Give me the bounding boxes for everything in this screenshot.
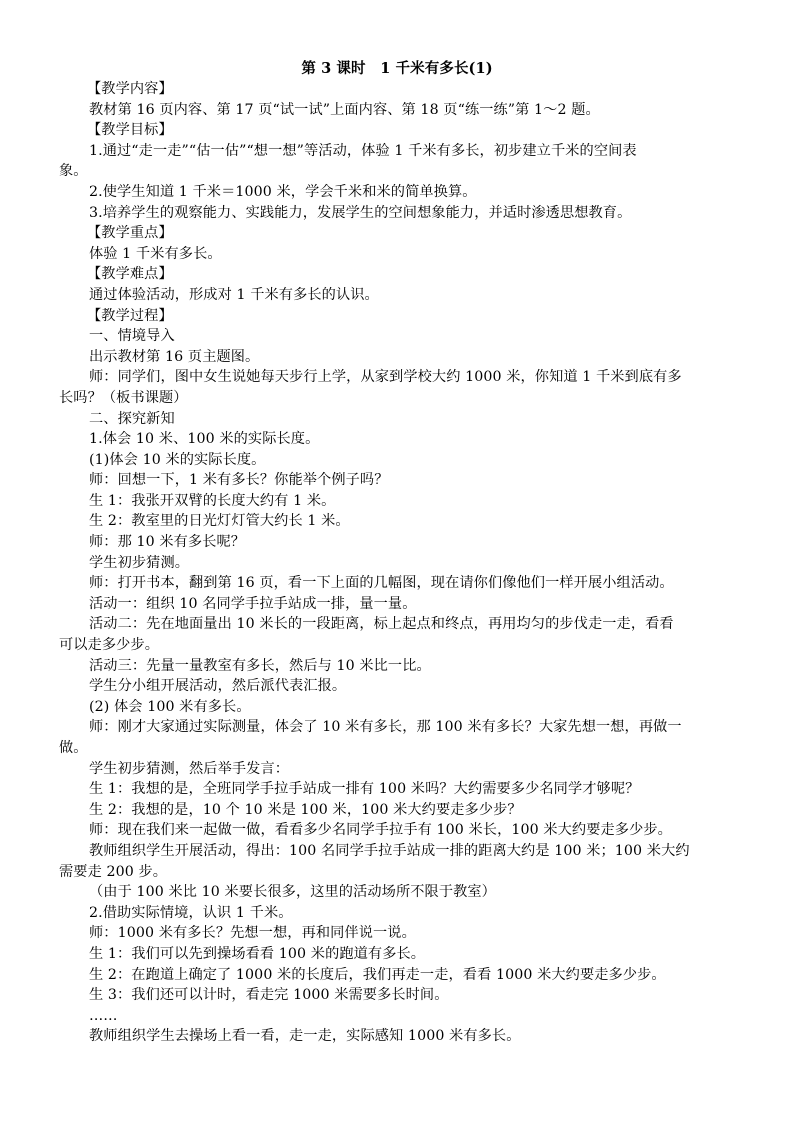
section-heading: 【教学难点】 (87, 266, 173, 283)
paragraph-line: 二、探究新知 (89, 410, 175, 427)
paragraph-line: 通过体验活动，形成对 1 千米有多长的认识。 (89, 286, 379, 303)
section-heading: 【教学内容】 (87, 81, 173, 97)
paragraph-line: 师：打开书本，翻到第 16 页，看一下上面的几幅图，现在请你们像他们一样开展小组活动。 (89, 575, 674, 592)
paragraph-line: 教师组织学生去操场上看一看，走一走，实际感知 1000 米有多长。 (89, 1028, 521, 1045)
lesson-title: 第 3 课时 1 千米有多长(1) (301, 60, 493, 77)
paragraph-line: 生 3：我们还可以计时，看走完 1000 米需要多长时间。 (89, 987, 449, 1004)
paragraph-line: 生 1：我们可以先到操场看看 100 米的跑道有多长。 (89, 945, 426, 962)
paragraph-line: 2.使学生知道 1 千米＝1000 米，学会千米和米的简单换算。 (89, 183, 477, 200)
paragraph-line: 教师组织学生开展活动，得出：100 名同学手拉手站成一排的距离大约是 100 米；100 米大约 (89, 842, 690, 859)
paragraph-line: 生 1：我想的是，全班同学手拉手站成一排有 100 米吗？大约需要多少名同学才够呢？ (89, 781, 640, 798)
section-heading: 【教学目标】 (87, 122, 173, 139)
paragraph-line: 师：同学们，图中女生说她每天步行上学，从家到学校大约 1000 米，你知道 1 千米到底有多 (89, 369, 682, 386)
paragraph-line: 师：1000 米有多长？先想一想，再和同伴说一说。 (89, 925, 416, 942)
paragraph-line: 2.借助实际情境，认识 1 千米。 (89, 904, 293, 921)
paragraph-line: 活动二：先在地面量出 10 米长的一段距离，标上起点和终点，再用均匀的步伐走一走，看看 (89, 616, 674, 633)
paragraph-line: 生 2：我想的是，10 个 10 米是 100 米，100 米大约要走多少步？ (89, 801, 522, 818)
paragraph-line: 教材第 16 页内容、第 17 页“试一试”上面内容、第 18 页“练一练”第 1～2 题。 (89, 101, 600, 118)
paragraph-line: 学生初步猜测，然后举手发言： (89, 760, 290, 777)
paragraph-line: 一、情境导入 (89, 328, 175, 345)
paragraph-line: (1)体会 10 米的实际长度。 (89, 451, 266, 468)
paragraph-continuation: 可以走多少步。 (59, 637, 160, 654)
lesson-body (59, 79, 735, 1047)
section-heading: 【教学过程】 (87, 307, 173, 324)
paragraph-line: …… (89, 1007, 118, 1024)
paragraph-line: （由于 100 米比 10 米要长很多，这里的活动场所不限于教室） (89, 884, 496, 901)
paragraph-line: 生 2：教室里的日光灯灯管大约长 1 米。 (89, 513, 350, 530)
paragraph-line: 师：回想一下，1 米有多长？你能举个例子吗？ (89, 472, 389, 489)
paragraph-continuation: 象。 (59, 163, 88, 180)
paragraph-line: 1.通过“走一走”“估一估”“想一想”等活动，体验 1 千米有多长，初步建立千米的空间表 (89, 142, 637, 159)
paragraph-line: 师：现在我们来一起做一做，看看多少名同学手拉手有 100 米长，100 米大约要走多少步。 (89, 822, 672, 839)
paragraph-line: 师：刚才大家通过实际测量，体会了 10 米有多长，那 100 米有多长？大家先想一想，再做一 (89, 719, 682, 736)
paragraph-line: 活动三：先量一量教室有多长，然后与 10 米比一比。 (89, 657, 431, 674)
paragraph-line: 学生初步猜测。 (89, 554, 190, 571)
paragraph-continuation: 需要走 200 步。 (59, 863, 168, 880)
paragraph-line: 生 2：在跑道上确定了 1000 米的长度后，我们再走一走，看看 1000 米大约要走多少步。 (89, 966, 666, 983)
paragraph-line: 出示教材第 16 页主题图。 (89, 348, 260, 365)
paragraph-line: 生 1：我张开双臂的长度大约有 1 米。 (89, 492, 336, 509)
paragraph-line: 体验 1 千米有多长。 (89, 245, 222, 262)
paragraph-line: (2) 体会 100 米有多长。 (89, 698, 251, 715)
paragraph-line: 活动一：组织 10 名同学手拉手站成一排，量一量。 (89, 595, 417, 612)
paragraph-continuation: 做。 (59, 740, 88, 756)
paragraph-continuation: 长吗？（板书课题） (59, 389, 188, 406)
paragraph-line: 1.体会 10 米、100 米的实际长度。 (89, 431, 320, 448)
paragraph-line: 师：那 10 米有多长呢？ (89, 534, 246, 551)
section-heading: 【教学重点】 (87, 225, 173, 242)
paragraph-line: 学生分小组开展活动，然后派代表汇报。 (89, 678, 347, 695)
paragraph-line: 3.培养学生的观察能力、实践能力，发展学生的空间想象能力，并适时渗透思想教育。 (89, 204, 632, 221)
